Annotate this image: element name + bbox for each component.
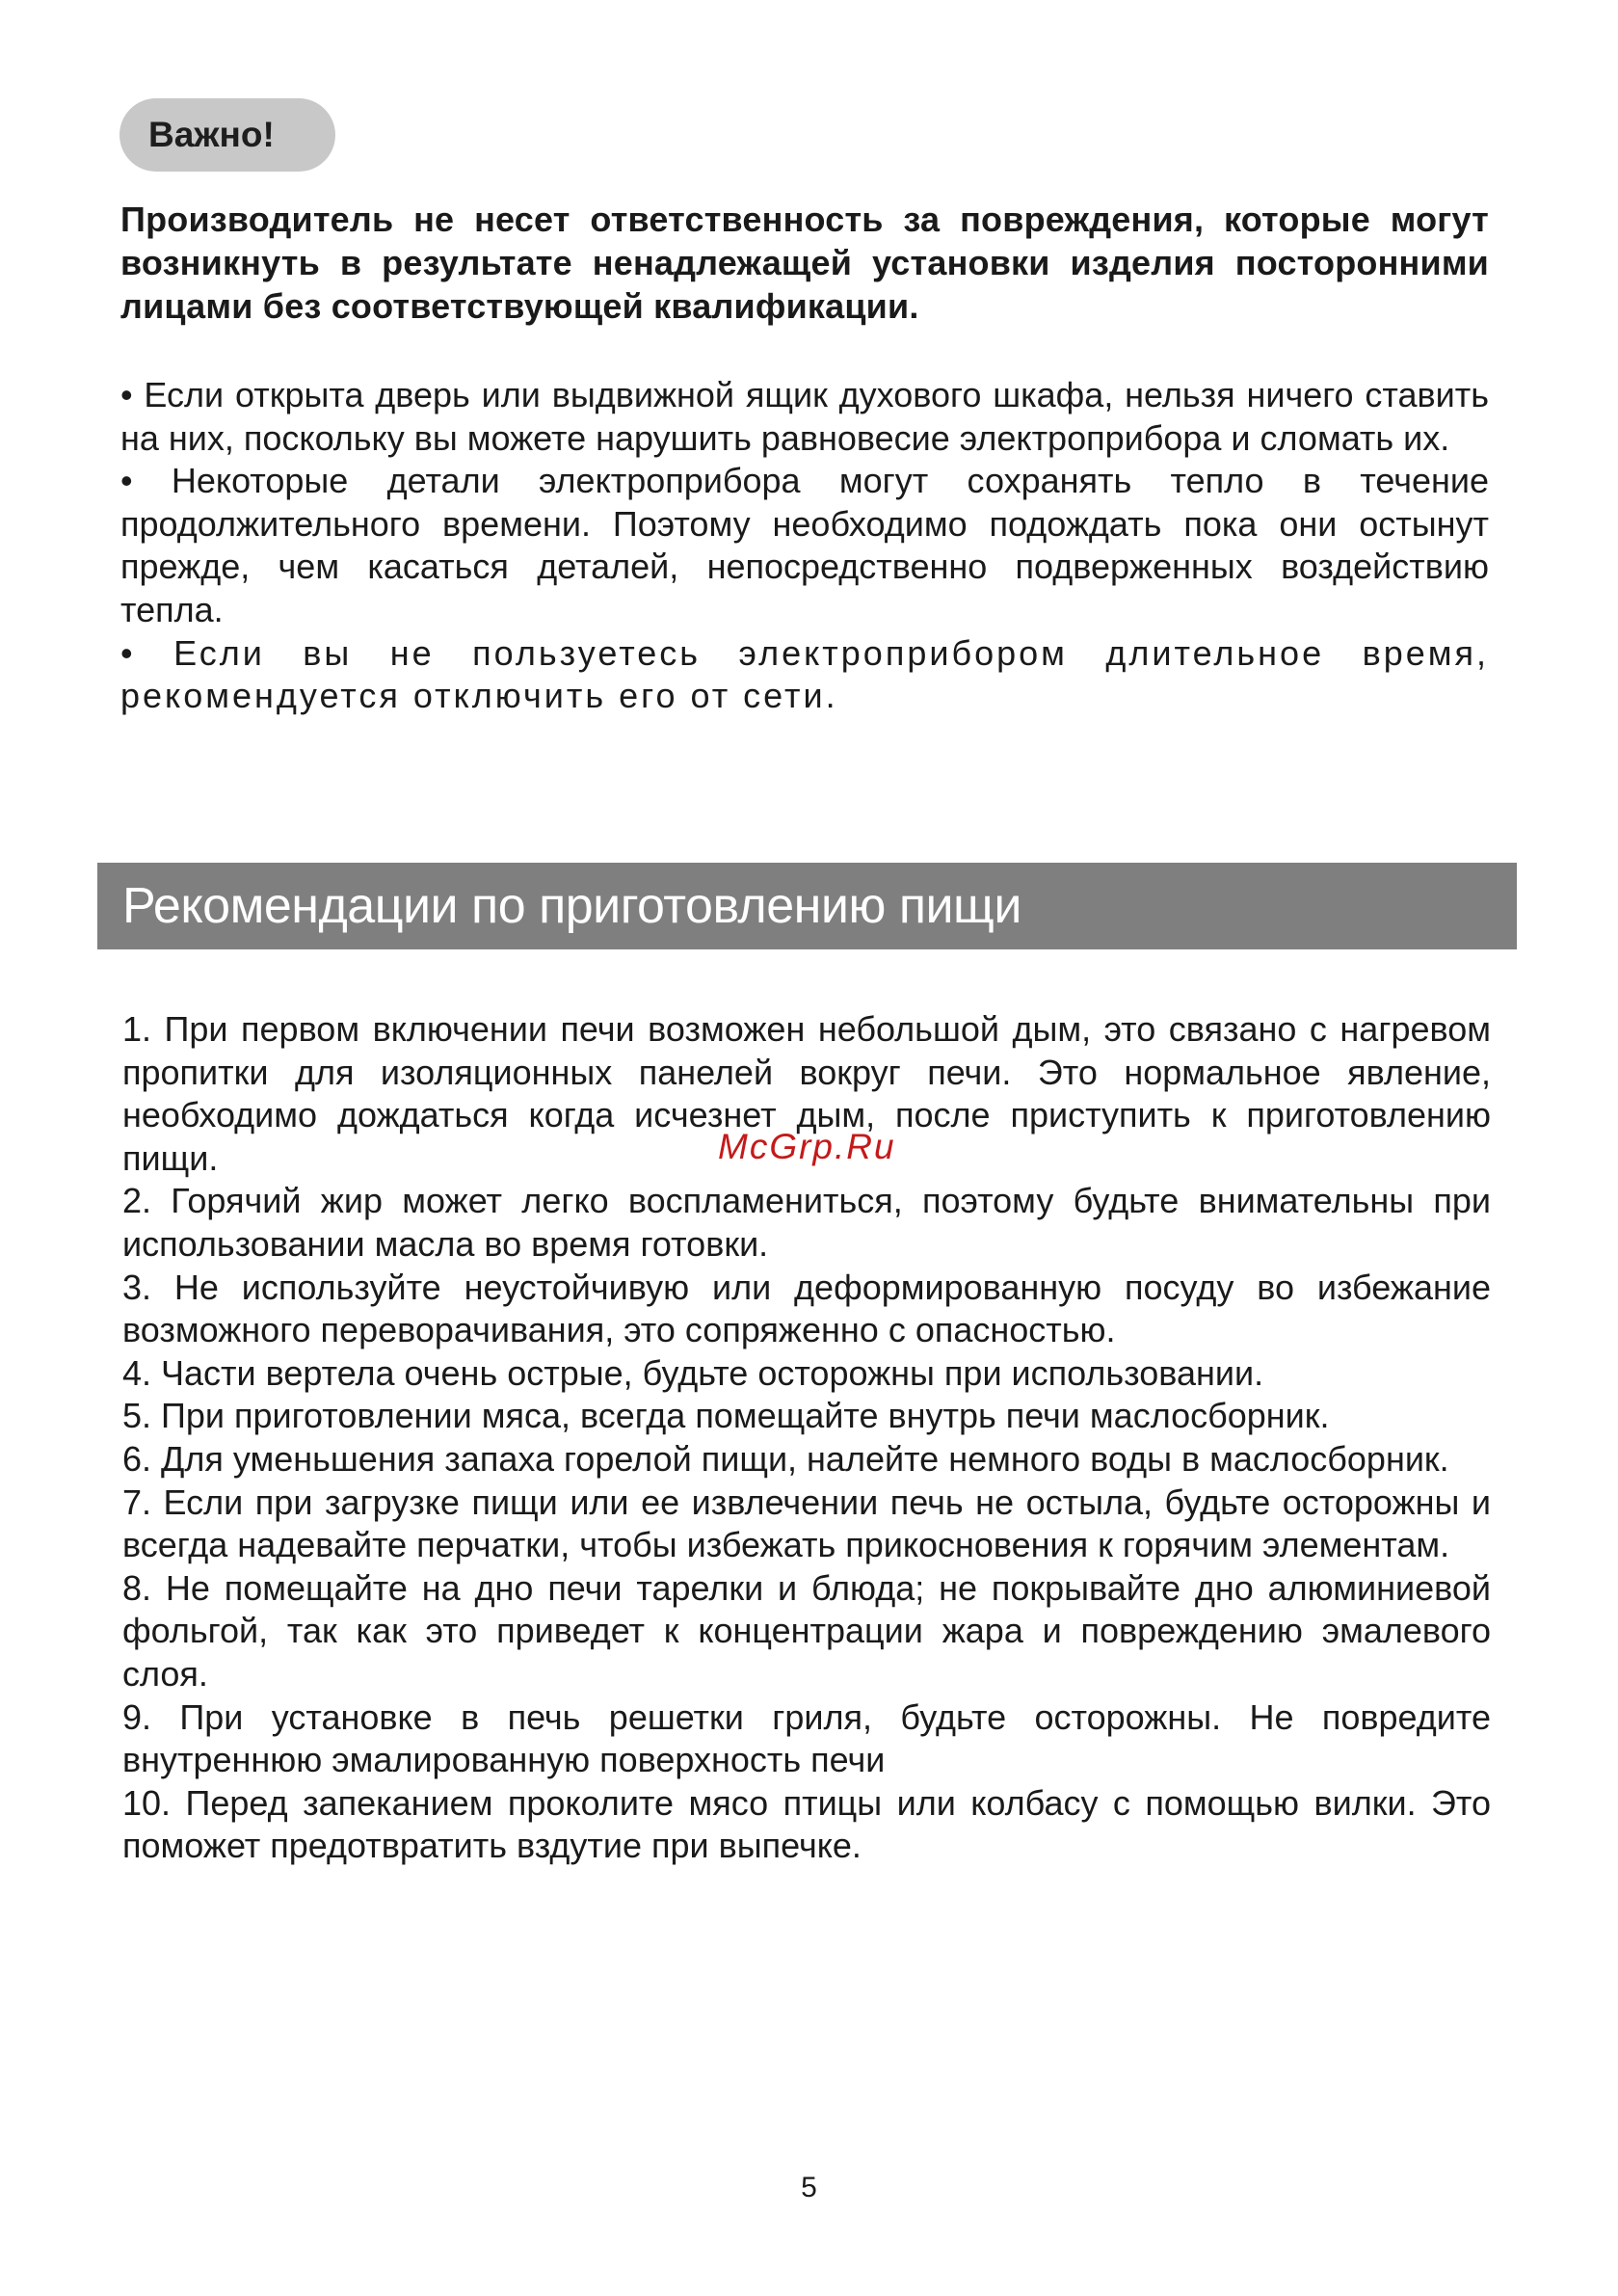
- recommendation-item: 9. При установке в печь решетки гриля, будьте осторожны. Не повредите внутреннюю эмалированную поверхность печи: [122, 1696, 1491, 1780]
- bullet-item: • Некоторые детали электроприбора могут сохранять тепло в течение продолжительного времени. Поэтому необходимо подождать пока они остынут прежде, чем касаться деталей, непосредственно подверженных воздействию тепла.: [120, 461, 1489, 629]
- recommendation-item: 8. Не помещайте на дно печи тарелки и блюда; не покрывайте дно алюминиевой фольгой, так как это приведет к концентрации жара и повреждению эмалевого слоя.: [122, 1567, 1491, 1694]
- watermark: McGrp.Ru: [718, 1127, 896, 1166]
- section-header: [97, 863, 1517, 949]
- recommendation-item: 2. Горячий жир может легко воспламениться, поэтому будьте внимательны при использовании масла во время готовки.: [122, 1181, 1491, 1264]
- page-number: 5: [801, 2172, 817, 2203]
- recommendation-item: 5. При приготовлении мяса, всегда помещайте внутрь печи маслосборник.: [122, 1396, 1330, 1436]
- important-badge: Важно!: [119, 98, 335, 172]
- recommendation-item: 1. При первом включении печи возможен небольшой дым, это связано с нагревом пропитки для изоляционных панелей вокруг печи. Это нормальное явление, необходимо дождаться когда исчезнет дым, после приступить к приготовлению пищи.: [122, 1009, 1491, 1178]
- bullet-item: • Если открыта дверь или выдвижной ящик духового шкафа, нельзя ничего ставить на них, поскольку вы можете нарушить равновесие электроприбора и сломать их.: [120, 375, 1489, 458]
- safety-bullets: [120, 374, 1489, 718]
- section-title: Рекомендации по приготовлению пищи: [122, 878, 1021, 934]
- recommendation-item: 3. Не используйте неустойчивую или деформированную посуду во избежание возможного переворачивания, это сопряженно с опасностью.: [122, 1267, 1491, 1350]
- bullet-item: • Если вы не пользуетесь электроприбором длительное время, рекомендуется отключить его от сети.: [120, 632, 1489, 716]
- recommendation-item: 10. Перед запеканием проколите мясо птицы или колбасу с помощью вилки. Это поможет предотвратить вздутие при выпечке.: [122, 1782, 1491, 1866]
- liability-warning: Производитель не несет ответственность за повреждения, которые могут возникнуть в результате ненадлежащей установки изделия посторонними лицами без соответствующей квалификации.: [120, 200, 1489, 326]
- recommendation-item: 4. Части вертела очень острые, будьте осторожны при использовании.: [122, 1352, 1264, 1393]
- recommendation-item: 6. Для уменьшения запаха горелой пищи, налейте немного воды в маслосборник.: [122, 1438, 1449, 1479]
- recommendation-item: 7. Если при загрузке пищи или ее извлечении печь не остыла, будьте осторожны и всегда надевайте перчатки, чтобы избежать прикосновения к горячим элементам.: [122, 1482, 1491, 1565]
